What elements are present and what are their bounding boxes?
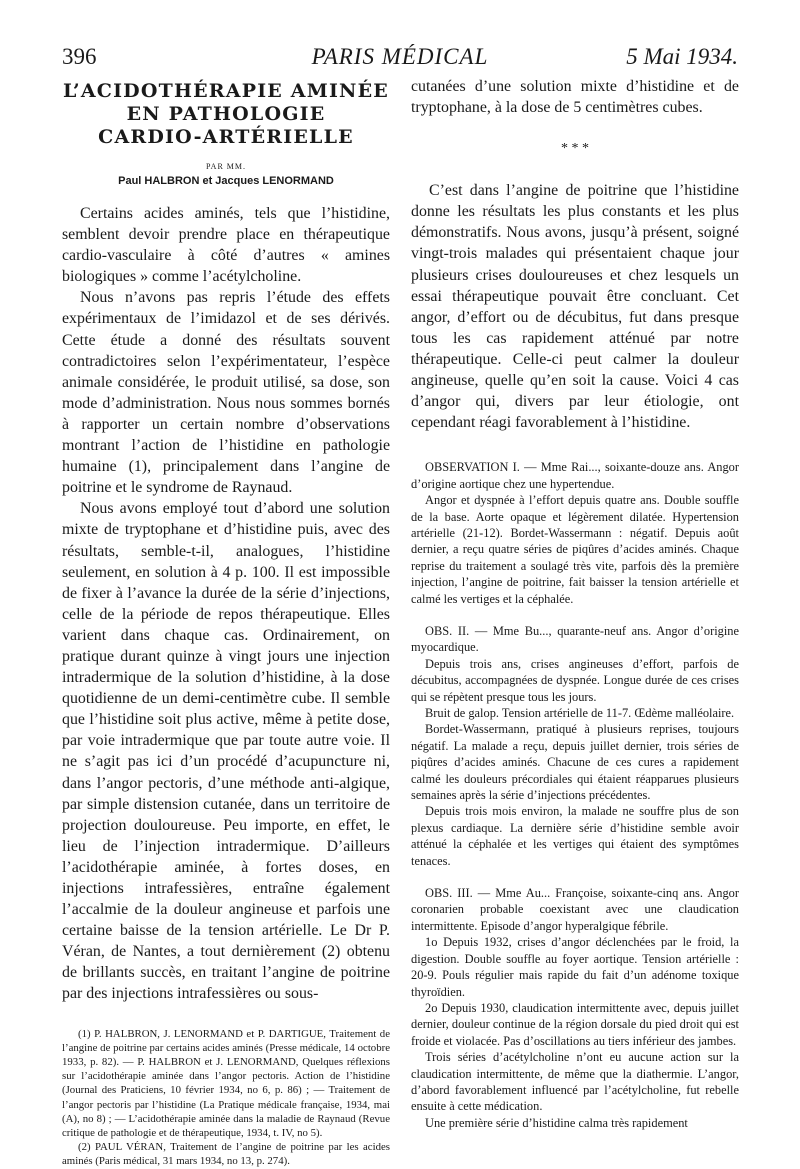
right-column — [411, 76, 739, 1131]
left-body — [62, 203, 390, 1005]
article-title — [62, 80, 390, 149]
paragraph: cutanées d’une solution mixte d’histidine et de tryptophane, à la dose de 5 centimètres cubes. — [411, 78, 739, 117]
right-intro — [411, 76, 739, 118]
observations — [411, 459, 739, 1131]
observation-1 — [411, 459, 739, 607]
observation-paragraph: Trois séries d’acétylcholine n’ont eu aucune action sur la claudication intermittente, de même que la diathermie. L’angor, d’abord favorablement influencé par l’acétylcholine, fut rebelle ensuite à cette médication. — [411, 1050, 739, 1114]
paragraph: Certains acides aminés, tels que l’histidine, semblent devoir prendre place en thérapeutique cardio-vasculaire à côté d’autres « amines biologiques » comme l’acétylcholine. — [62, 205, 390, 286]
footnote: (2) PAUL VÉRAN, Traitement de l’angine de poitrine par les acides aminés (Paris médical, 31 mars 1934, no 13, p. 274). — [62, 1141, 390, 1168]
title-line: L’ACIDOTHÉRAPIE AMINÉE — [63, 80, 389, 102]
observation-paragraph: Depuis trois mois environ, la malade ne souffre plus de son plexus cardiaque. La dernière série d’histidine semble avoir atténué la céphalée et les vertiges qui étaient des symptômes tenaces. — [411, 804, 739, 868]
observation-heading: OBSERVATION I. — Mme Rai..., soixante-douze ans. Angor d’origine aortique chez une hypertendue. — [411, 460, 739, 491]
observation-heading: OBS. III. — Mme Au... Françoise, soixante-cinq ans. Angor coronarien probable coexistant avec une claudication intermittente. Episode d’angor hyperalgique fébrile. — [411, 886, 739, 933]
paragraph: Nous avons employé tout d’abord une solution mixte de tryptophane et d’histidine puis, avec des résultats, semble-t-il, analogues, l’histidine seulement, en solution à 4 p. 100. Il est impossible de fixer à l’avance la durée de la série d’injections, celle de la période de repos thérapeutique. Elles varient dans chaque cas. Ordinairement, on pratique durant quinze à vingt jours une injection intradermique de la solution d’histidine, à la dose quotidienne de un demi-centimètre cube. Il semble que l’histidine soit plus active, même à petite dose, par voie intradermique que par toute autre voie. Il ne s’agit pas ici d’un procédé d’acupuncture ni, dans l’angor pectoris, d’une méthode anti-algique, par simple distension cutanée, dans un territoire de projection douloureuse. Peu importe, en effet, le lieu de l’injection intradermique. D’ailleurs l’acidothérapie aminée, à fortes doses, en injections intrafessières, entraîne également l’accalmie de la douleur angineuse et parfois une certaine baisse de la tension artérielle. Le Dr P. Véran, de Nantes, a tout dernièrement (2) obtenu de brillants succès, en traitant l’angine de poitrine par des injections intrafessières ou sous- — [62, 500, 390, 1003]
authors: Paul HALBRON et Jacques LENORMAND — [118, 175, 334, 187]
footnotes — [62, 1027, 390, 1169]
observation-paragraph: 2o Depuis 1930, claudication intermittente avec, depuis juillet dernier, douleur continue de la région dorsale du pied droit qui est froide et violacée. Pas d’oscillations au tiers inférieur des jambes. — [411, 1000, 739, 1048]
left-column — [62, 76, 390, 1169]
footnote: (1) P. HALBRON, J. LENORMAND et P. DARTIGUE, Traitement de l’angine de poitrine par certains acides aminés (Presse médicale, 14 octobre 1933, p. 82). — P. HALBRON et J. LENORMAND, Quelques réflexions sur l’acidothérapie aminée dans l’angor pectoris. Action de l’histidine (Journal des Praticiens, 10 février 1934, no 6, p. 86) ; — Traitement de l’angor pectoris par l’histidine (La Pratique médicale française, 1934, mai (A), no 8) ; — L’acidothérapie aminée dans la maladie de Raynaud (Revue critique de pathologie et de thérapeutique, 1934, t. IV, no 5). — [62, 1027, 390, 1139]
asterism: * * * — [561, 141, 589, 157]
observation-paragraph: Angor et dyspnée à l’effort depuis quatre ans. Double souffle de la base. Aorte opaque et légèrement dilatée. Hypertension artérielle (21-12). Bordet-Wassermann : négatif. Depuis août dernier, a reçu quatre séries de piqûres d’acides aminés. Chaque reprise du traitement a soulagé très vite, parfois dès la première injection, l’angine de poitrine, fait baisser la tension artérielle et calmé les vertiges et la céphalée. — [411, 493, 739, 606]
journal-title: PARIS MÉDICAL — [311, 44, 489, 69]
title-line: EN PATHOLOGIE — [126, 103, 326, 125]
observation-3 — [411, 885, 739, 1131]
right-body — [411, 180, 739, 433]
byline-prefix: PAR MM. — [205, 162, 247, 171]
running-head — [62, 44, 738, 74]
observation-paragraph: Depuis trois ans, crises angineuses d’effort, parfois de décubitus, accompagnées de dyspnée. Longue durée de ces crises qui se répètent presque tous les jours. — [411, 656, 739, 704]
observation-paragraph: Une première série d’histidine calma très rapidement — [425, 1115, 688, 1130]
title-line: CARDIO-ARTÉRIELLE — [98, 126, 354, 148]
page-number: 396 — [62, 44, 97, 69]
paragraph: C’est dans l’angine de poitrine que l’histidine donne les résultats les plus constants et les plus démonstratifs. Nous avons, jusqu’à présent, soigné vingt-trois malades qui présentaient chaque jour plusieurs crises douloureuses et chez lesquels un essai thérapeutique pouvait être concluant. Cet angor, d’effort ou de décubitus, fut dans presque tous les cas rapidement atténué par notre thérapeutique. Celle-ci peut calmer la douleur angineuse, quelle qu’en soit la cause. Voici 4 cas d’angor qui, divers par leur étiologie, ont cependant réagi favorablement à l’histidine. — [411, 182, 739, 432]
observation-paragraph: Bordet-Wassermann, pratiqué à plusieurs reprises, toujours négatif. La malade a reçu, depuis juillet dernier, trois séries de piqûres d’acides aminés. Chacune de ces cures a rapidement calmé les douleurs précordiales qui étaient réapparues plusieurs semaines après la série d’injections précédentes. — [411, 722, 739, 803]
observation-paragraph: 1o Depuis 1932, crises d’angor déclenchées par le froid, la digestion. Double souffle au foyer aortique. Tension artérielle : 20-9. Pouls régulier mais rapide du fait d’un adénome toxique thyroïdien. — [411, 935, 739, 999]
issue-date: 5 Mai 1934. — [626, 44, 738, 69]
observation-heading: OBS. II. — Mme Bu..., quarante-neuf ans. Angor d’origine myocardique. — [411, 623, 739, 655]
observation-paragraph: Bruit de galop. Tension artérielle de 11-7. Œdème malléolaire. — [425, 706, 735, 720]
paragraph: Nous n’avons pas repris l’étude des effets expérimentaux de l’imidazol et de ses dérivés. Cette étude a donné des résultats souvent contradictoires selon l’expérimentateur, l’espèce animale considérée, le produit utilisé, sa dose, son mode d’administration. Nous nous sommes bornés à rapporter un certain nombre d’observations montrant l’action de l’histidine en pathologie humaine (1), principalement dans l’angine de poitrine et le syndrome de Raynaud. — [62, 289, 390, 497]
observation-2 — [411, 623, 739, 869]
